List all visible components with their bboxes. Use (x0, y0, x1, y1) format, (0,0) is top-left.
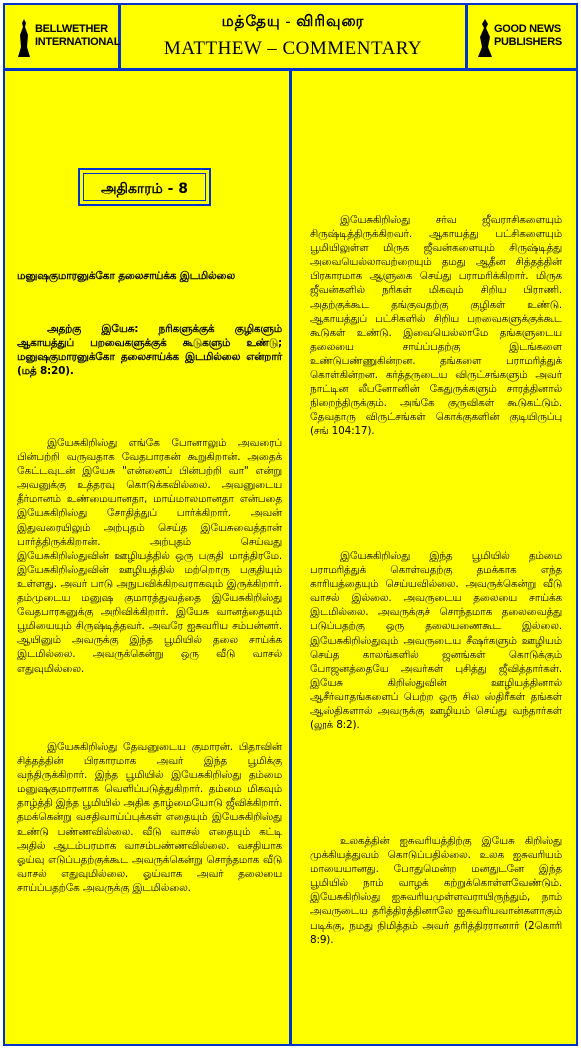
paragraph-text: இயேசுகிறிஸ்து தேவனுடைய குமாரன். பிதாவின் சித்தத்தின் பிரகாரமாக அவர் இந்த பூமிக்கு வந்திருக்கிறார். இந்த பூமியில் இயேசுகிறிஸ்து தம்மை மனுஷகுமாரனாக வெளிப்படுத்துகிறார். தம்மை மிகவும் தாழ்த்தி இந்த பூமியில் அதிக தாழ்மையோடு ஜீவிக்கிறார். தமக்கென்று வசதிவாய்ப்புக்கள் எதையும் இயேசுகிறிஸ்து உண்டு பண்ணவில்லை. வீடு வாசல் எதையும் கட்டி அதில் ஆடம்பரமாக வாசம்பண்ணவில்லை. வசதியாக ஓய்வு எடுப்பதற்குக்கூட அவருக்கென்று சொந்தமாக வீடு வாசல் எதுவுமில்லை. ஓய்வாக அவர் தலையை சாய்ப்பதற்கே அவருக்கு இடமில்லை. (17, 741, 282, 894)
logo-line: BELLWETHER (35, 23, 108, 35)
chapter-label: அதிகாரம் - 8 (83, 173, 206, 201)
logo-line: GOOD NEWS (494, 23, 561, 35)
section-subtitle (17, 269, 282, 283)
page-title (121, 5, 465, 68)
key-verse (17, 322, 282, 378)
subtitle-text: மனுஷகுமாரனுக்கோ தலைசாய்க்க இடமில்லை (17, 270, 235, 282)
figure-icon (15, 17, 33, 59)
header (5, 5, 576, 71)
title-english: MATTHEW – COMMENTARY (163, 38, 423, 59)
good-news-logo (465, 5, 576, 68)
paragraph (17, 436, 282, 676)
bellwether-logo-text (35, 23, 120, 49)
paragraph (310, 834, 562, 947)
paragraph (310, 213, 562, 439)
good-news-logo-text (494, 23, 562, 49)
paragraph (17, 740, 282, 895)
paragraph (310, 549, 562, 732)
paragraph-text: உலகத்தின் ஐசுவரியத்திற்கு இயேசு கிறிஸ்து முக்கியத்துவம் கொடுப்பதில்லை. உலக ஐசுவரியம் மாயையானது. போதுமென்ற மனதுடனே இந்த பூமியில் நாம் வாழக் கற்றுக்கொள்ளவேண்டும். இயேசுகிறிஸ்து ஐசுவரியமுள்ளவராயிருந்தும், நாம் அவருடைய தரித்திரத்தினாலே ஐசுவரியவான்களாகும் படிக்கு, நமது நிமித்தம் அவர் தரித்திரரானார் (2கொரி 8:9). (310, 835, 562, 946)
right-column (292, 71, 576, 1044)
chapter-box (78, 168, 211, 206)
title-tamil: மத்தேயு - விரிவுரை (221, 14, 365, 30)
paragraph-text: இயேசுகிறிஸ்து இந்த பூமியில் தம்மை பராமரித்துக் கொள்வதற்கு தமக்காக எந்த காரியத்தையும் செய்யவில்லை. அவருக்கென்று வீடு வாசல் இல்லை. அவருடைய தலையை சாய்க்க இடமில்லை. அவருக்குச் சொந்தமாக தலைவைத்து படுப்பதற்கு ஒரு தலையணைகூட இல்லை. இயேசுகிறிஸ்துவும் அவருடைய சீஷர்களும் ஊழியம் செய்த காலங்களில் ஜனங்கள் கொடுக்கும் போஜனத்தையே அவர்கள் புசித்து ஜீவித்தார்கள். இயேசு கிறிஸ்துவின் ஊழியத்தினால் ஆசீர்வாதங்களைப் பெற்ற ஒரு சில ஸ்திரீகள் தங்கள் ஆஸ்திகளால் அவருக்கு ஊழியம் செய்து வந்தார்கள் (லூக் 8:2). (310, 550, 562, 732)
left-column (5, 71, 292, 1044)
figure-icon (476, 17, 494, 59)
logo-line: PUBLISHERS (494, 36, 562, 48)
page (3, 3, 578, 1046)
verse-text: அதற்கு இயேசு: நரிகளுக்குக் குழிகளும் ஆகாயத்துப் பறவைகளுக்குக் கூடுகளும் உண்டு; மனுஷகுமாரனுக்கோ தலைசாய்க்க இடமில்லை என்றார் (மத் 8:20). (17, 323, 282, 378)
bellwether-logo (5, 5, 121, 68)
paragraph-text: இயேசுகிறிஸ்து எங்கே போனாலும் அவரைப் பின்பற்றி வருவதாக வேதபாரகன் கூறுகிறான். அதைக் கேட்டவுடன் இயேசு "என்னைப் பின்பற்றி வா" என்று அவனுக்கு உத்தரவு கொடுக்கவில்லை. அவனுடைய தீர்மானம் உண்மையானதா, மாய்மாலமானதா என்பதை இயேசுகிறிஸ்து சோதித்துப் பார்க்கிறார். அவன் இதுவரையிலும் அற்புதம் செய்த இயேசுவைத்தான் பார்த்திருக்கிறான். அற்புதம் செய்வது இயேசுகிறிஸ்துவின் ஊழியத்தில் ஒரு பகுதி மாத்திரமே. இயேசுகிறிஸ்துவின் ஊழியத்தில் மற்றொரு பகுதியும் உள்ளது. அவர் பாடு அநுபவிக்கிறவராகவும் இருக்கிறார். தம்முடைய மனுஷ குமாரத்துவத்தை இயேசுகிறிஸ்து வேதபாரகனுக்கு அறிவிக்கிறார். இயேசு வானத்தையும் பூமியையும் சிருஷ்டித்தவர். அவரே ஐசுவரிய சம்பன்னர். ஆயினும் அவருக்கு இந்த பூமியில் தலை சாய்க்க இடமில்லை. அவருக்கென்று ஒரு வீடு வாசல் எதுவுமில்லை. (17, 437, 282, 675)
paragraph-text: இயேசுகிறிஸ்து சர்வ ஜீவராசிகளையும் சிருஷ்டித்திருக்கிறவர். ஆகாயத்து பட்சிகளையும் பூமியிலுள்ள மிருக ஜீவன்களையும் சிருஷ்டித்து அவையெல்லாவற்றையும் தமது ஆதீன சித்தத்தின் பிரகாரமாக ஆளுகை செய்து பராமரிக்கிறார். மிருக ஜீவன்களில் நரிகள் மிகவும் சிறிய பிராணி. அதற்குக்கூட தங்குவதற்கு குழிகள் உண்டு. ஆகாயத்துப் பட்சிகளில் சிறிய பறவைகளுக்குக்கூட கூடுகள் உண்டு. இவையெல்லாமே தங்களுடைய தலையை சாய்ப்பதற்கு இடங்களை உண்டுபண்ணுகின்றன. தங்களை பராமரித்துக் கொள்கின்றன. கர்த்தருடைய விருட்சங்களும் அவர் நாட்டின லீபனோனின் கேதுருக்களும் சாரத்தினால் நிறைந்திருக்கும். அங்கே குருவிகள் கூடுகட்டும். தேவதாரு விருட்சங்கள் கொக்குகளின் குடியிருப்பு (சங் 104:17). (310, 214, 562, 438)
logo-line: INTERNATIONAL (35, 36, 121, 48)
